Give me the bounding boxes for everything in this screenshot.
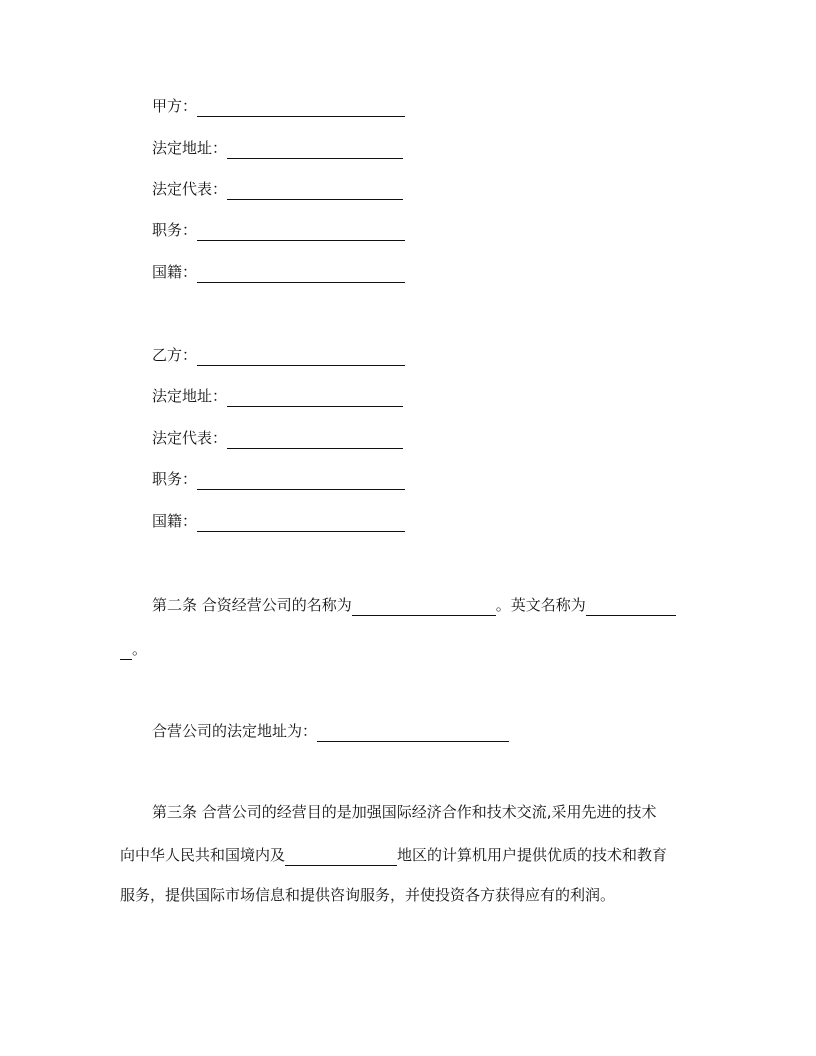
- party-b-address-label: 法定地址：: [152, 387, 228, 405]
- party-a-name-label: 甲方：: [152, 97, 198, 115]
- article2-line2: [120, 638, 147, 660]
- party-a-rep-row: [152, 178, 403, 200]
- party-b-rep-row: [152, 427, 403, 449]
- article3-line2-before: 向中华人民共和国境内及: [120, 846, 286, 864]
- party-b-address-row: [152, 385, 403, 407]
- party-b-title-label: 职务：: [152, 470, 198, 488]
- article3-line3: [120, 884, 615, 906]
- company-address-row: [152, 720, 509, 742]
- party-b-name-row: [152, 344, 405, 366]
- article2-text-end: 。: [132, 640, 148, 658]
- party-a-address-label: 法定地址：: [152, 139, 228, 157]
- party-a-nationality-label: 国籍：: [152, 263, 198, 281]
- party-a-address-row: [152, 137, 403, 159]
- party-b-title-blank[interactable]: [197, 471, 405, 490]
- party-b-nationality-blank[interactable]: [197, 513, 405, 532]
- party-a-title-label: 职务：: [152, 221, 198, 239]
- party-a-rep-blank[interactable]: [227, 181, 403, 200]
- party-a-name-row: [152, 95, 405, 117]
- english-name-blank[interactable]: [586, 597, 676, 616]
- article3-line1-text: 第三条 合营公司的经营目的是加强国际经济合作和技术交流,采用先进的技术: [152, 803, 657, 821]
- company-address-label: 合营公司的法定地址为：: [152, 722, 318, 740]
- party-a-nationality-row: [152, 261, 405, 283]
- article2-line1: [152, 594, 676, 616]
- company-address-blank[interactable]: [317, 723, 509, 742]
- article3-line1: [152, 801, 657, 823]
- party-a-name-blank[interactable]: [197, 98, 405, 117]
- party-a-rep-label: 法定代表：: [152, 180, 228, 198]
- party-b-address-blank[interactable]: [227, 388, 403, 407]
- party-b-nationality-row: [152, 510, 405, 532]
- article2-text-before: 第二条 合资经营公司的名称为: [152, 596, 352, 614]
- region-blank[interactable]: [285, 847, 397, 866]
- party-a-nationality-blank[interactable]: [197, 264, 405, 283]
- party-b-rep-label: 法定代表：: [152, 429, 228, 447]
- english-name-blank-continued[interactable]: [120, 641, 132, 660]
- article3-line3-text: 服务，提供国际市场信息和提供咨询服务，并使投资各方获得应有的利润。: [120, 886, 616, 904]
- company-name-blank[interactable]: [352, 597, 496, 616]
- party-b-name-blank[interactable]: [197, 347, 405, 366]
- party-b-nationality-label: 国籍：: [152, 512, 198, 530]
- party-a-title-row: [152, 219, 405, 241]
- article3-line2-after: 地区的计算机用户提供优质的技术和教育: [397, 846, 668, 864]
- party-a-address-blank[interactable]: [227, 140, 403, 159]
- party-b-rep-blank[interactable]: [227, 430, 403, 449]
- party-b-name-label: 乙方：: [152, 346, 198, 364]
- party-b-title-row: [152, 468, 405, 490]
- article2-text-middle: 。英文名称为: [495, 596, 586, 614]
- article3-line2: [120, 844, 667, 866]
- party-a-title-blank[interactable]: [197, 222, 405, 241]
